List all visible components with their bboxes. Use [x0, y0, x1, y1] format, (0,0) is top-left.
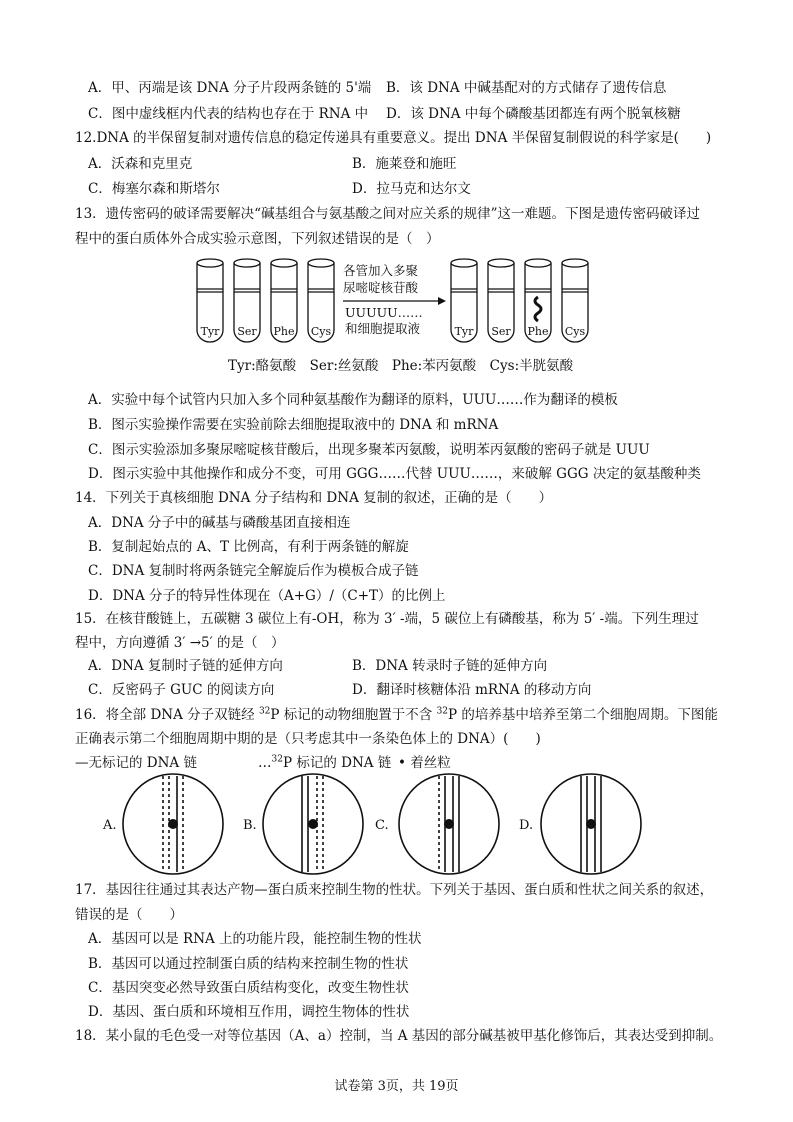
q14-option-c: C．DNA 复制时将两条链完全解旋后作为模板合成子链 — [88, 563, 419, 579]
q12-option-d: D．拉马克和达尔文 — [352, 181, 471, 197]
q12-stem: 12.DNA 的半保留复制对遗传信息的稳定传递具有重要意义。提出 DNA 半保留复制假说的科学家是( ) — [75, 130, 712, 146]
tube-left-label-4: Cys — [310, 325, 332, 338]
q12-option-c: C．梅塞尔森和斯塔尔 — [88, 181, 220, 197]
q16-stem-line2: 正确表示第二个细胞周期中期的是（只考虑其中一条染色体上的 DNA）( ) — [75, 731, 541, 747]
tube-left-label-1: Tyr — [200, 325, 220, 338]
arrow-text-top1: 各管加入多聚 — [343, 263, 419, 278]
tube-right-label-4: Cys — [564, 325, 586, 338]
q17-option-c: C．基因突变必然导致蛋白质结构变化，改变生物性状 — [88, 980, 409, 996]
q13-option-d: D．图示实验中其他操作和成分不变，可用 GGG……代替 UUU……，来破解 GGG 决定的氨基酸种类 — [88, 466, 701, 482]
q13-stem-line2: 程中的蛋白质体外合成实验示意图，下列叙述错误的是（ ） — [75, 231, 440, 247]
q11-option-b: B．该 DNA 中碱基配对的方式储存了遗传信息 — [386, 80, 667, 96]
q16-centromere-d — [586, 819, 596, 829]
q16-label-d: D. — [519, 818, 534, 833]
q13-option-b: B．图示实验操作需要在实验前除去细胞提取液中的 DNA 和 mRNA — [88, 417, 499, 433]
q15-stem-line1: 15．在核苷酸链上，五碳糖 3 碳位上有-OH，称为 3′ -端，5 碳位上有磷酸基，称为 5′ -端。下列生理过 — [75, 611, 699, 627]
q16-legend-sup: 32 — [271, 754, 283, 765]
q14-option-d: D．DNA 分子的特异性体现在（A+G）/（C+T）的比例上 — [88, 588, 446, 604]
q16-label-a: A. — [103, 818, 117, 833]
q16-centromere-b — [308, 819, 318, 829]
q16-stem-part-b: P 标记的动物细胞置于不含 — [270, 707, 437, 723]
q13-stem-line1: 13．遗传密码的破译需要解决“碱基组合与氨基酸之间对应关系的规律”这一难题。下图是遗传密码破译过 — [75, 206, 700, 222]
q17-option-d: D．基因、蛋白质和环境相互作用，调控生物体的性状 — [88, 1004, 410, 1020]
q11-option-c: C．图中虚线框内代表的结构也存在于 RNA 中 — [88, 106, 369, 122]
q17-option-b: B．基因可以通过控制蛋白质的结构来控制生物的性状 — [88, 956, 409, 972]
polyphenylalanine-chain — [535, 297, 541, 321]
tube-right-label-2: Ser — [491, 325, 511, 338]
q15-option-b: B．DNA 转录时子链的延伸方向 — [352, 658, 548, 674]
q16-sup-1: 32 — [258, 706, 271, 717]
q16-legend-unlabeled: —无标记的 DNA 链 — [75, 755, 197, 771]
q13-figure-legend: Tyr:酪氨酸 Ser:丝氨酸 Phe:苯丙氨酸 Cys:半胱氨酸 — [228, 358, 574, 374]
arrow-text-bottom2: 和细胞提取液 — [345, 321, 421, 336]
arrow-text-top2: 尿嘧啶核苷酸 — [343, 280, 419, 295]
q16-label-b: B. — [243, 818, 257, 833]
tube-left-label-3: Phe — [273, 325, 295, 338]
q16-stem-part-c: P 的培养基中培养至第二个细胞周期。下图能 — [448, 707, 718, 723]
q14-option-a: A．DNA 分子中的碱基与磷酸基团直接相连 — [88, 515, 351, 531]
q11-option-a: A．甲、丙端是该 DNA 分子片段两条链的 5'端 — [88, 80, 372, 96]
q11-option-d: D．该 DNA 中每个磷酸基团都连有两个脱氧核糖 — [386, 106, 681, 122]
q16-figure — [95, 770, 655, 880]
q16-stem-line1 — [75, 705, 718, 725]
q16-stem-part-a: 16．将全部 DNA 分子双链经 — [75, 707, 259, 723]
q13-option-a: A．实验中每个试管内只加入多个同种氨基酸作为翻译的原料，UUU……作为翻译的模板 — [88, 392, 618, 408]
tube-right-label-3: Phe — [527, 325, 549, 338]
q13-option-c: C．图示实验添加多聚尿嘧啶核苷酸后，出现多聚苯丙氨酸，说明苯丙氨酸的密码子就是 UUU — [88, 442, 650, 458]
q15-option-c: C．反密码子 GUC 的阅读方向 — [88, 682, 275, 698]
q18-stem: 18．某小鼠的毛色受一对等位基因（A、a）控制，当 A 基因的部分碱基被甲基化修饰后，其表达受到抑制。 — [75, 1028, 723, 1044]
q14-option-b: B．复制起始点的 A、T 比例高，有利于两条链的解旋 — [88, 539, 409, 555]
arrow-head — [438, 297, 446, 305]
q17-option-a: A．基因可以是 RNA 上的功能片段，能控制生物的性状 — [88, 931, 422, 947]
q16-sup-2: 32 — [436, 706, 449, 717]
arrow-text-bottom1: UUUUU…… — [345, 305, 423, 320]
q15-option-d: D．翻译时核糖体沿 mRNA 的移动方向 — [352, 682, 592, 698]
q16-centromere-a — [168, 819, 178, 829]
q16-label-c: C. — [375, 818, 389, 833]
q14-stem: 14．下列关于真核细胞 DNA 分子结构和 DNA 复制的叙述，正确的是（ ） — [75, 490, 553, 506]
q15-option-a: A．DNA 复制时子链的延伸方向 — [88, 658, 283, 674]
tube-left-label-2: Ser — [237, 325, 257, 338]
q17-stem-line1: 17．基因往往通过其表达产物—蛋白质来控制生物的性状。下列关于基因、蛋白质和性状之间关系的叙述， — [75, 882, 714, 898]
q16-legend-centromere: • 着丝粒 — [398, 755, 451, 771]
q17-stem-line2: 错误的是（ ） — [75, 907, 183, 923]
q16-centromere-c — [444, 819, 454, 829]
page-footer: 试卷第 3页，共 19页 — [334, 1079, 459, 1094]
q12-option-b: B．施莱登和施旺 — [352, 156, 457, 172]
tube-right-label-1: Tyr — [454, 325, 474, 338]
q16-legend-labeled-text: P 标记的 DNA 链 — [282, 755, 392, 771]
q13-figure — [190, 255, 610, 350]
q12-option-a: A．沃森和克里克 — [88, 156, 193, 172]
q15-stem-line2: 程中，方向遵循 3′ →5′ 的是（ ） — [75, 635, 285, 651]
q16-legend-dots: … — [258, 755, 272, 771]
